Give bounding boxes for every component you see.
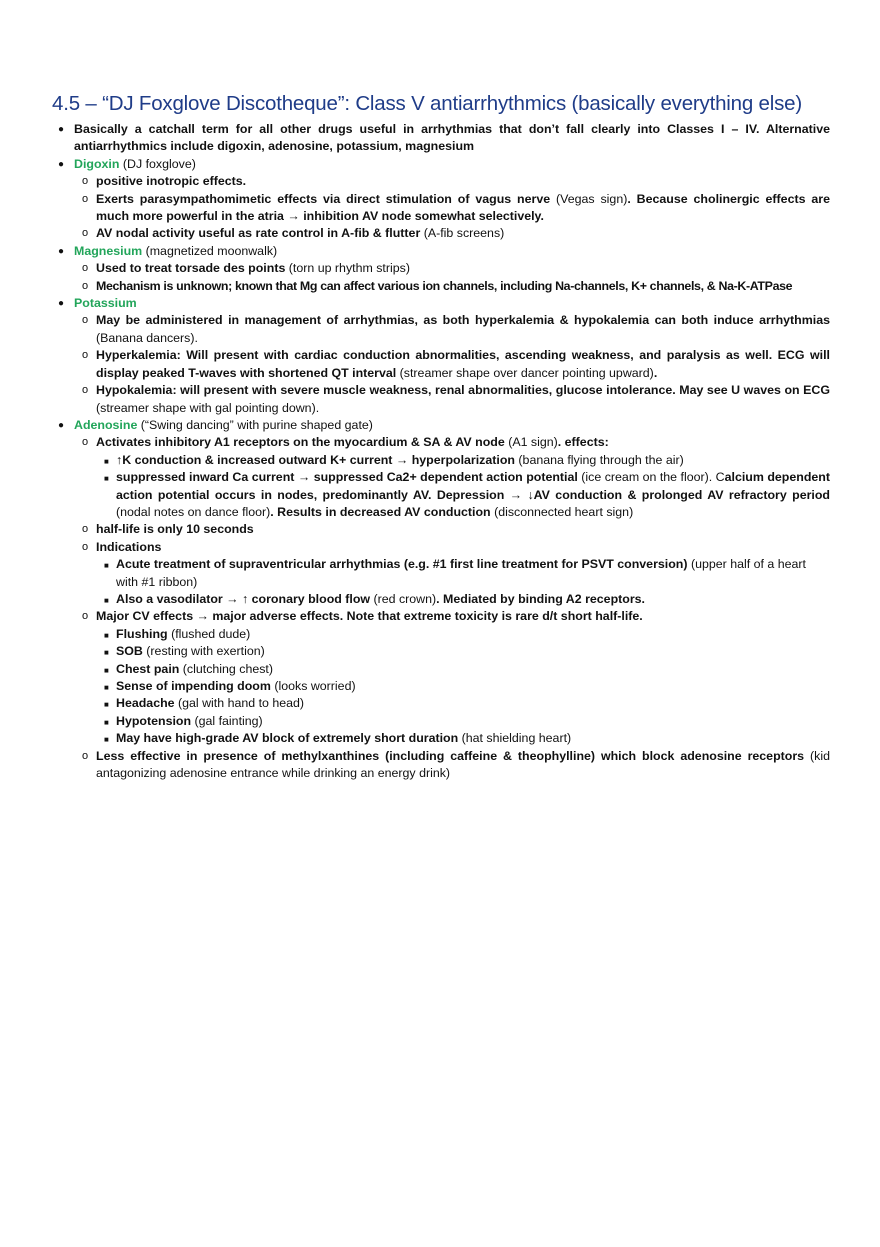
sub-text: Also a vasodilator → ↑ coronary blood flow: [116, 591, 371, 606]
bullet-marker: ●: [58, 124, 65, 135]
bullet-potassium: [58, 295, 830, 312]
sub-sub-bullet: [58, 678, 830, 695]
sub-note: (disconnected heart sign): [490, 504, 634, 519]
sub-note: (clutching chest): [179, 661, 273, 676]
sub-sub-bullet: [58, 469, 830, 521]
sub-text: Hyperkalemia: Will present with cardiac conduction abnormalities, ascending weakness, and paralysis as well. ECG will display peaked T-waves with shortened QT interval: [96, 348, 830, 380]
sub-marker: o: [82, 279, 88, 292]
sub-marker: o: [82, 227, 89, 240]
sub-text: . Because cholinergic effects are much more powerful in the atria → inhibition AV node somewhat selectively.: [96, 191, 830, 224]
bullet-marker: ●: [58, 298, 65, 310]
sub-text: .: [653, 365, 658, 380]
sub-marker: o: [82, 262, 89, 275]
bullet-digoxin: [58, 156, 830, 173]
sub-sub-bullet: [58, 695, 830, 712]
square-marker: ■: [104, 595, 109, 605]
sub-text: Activates inhibitory A1 receptors on the myocardium & SA & AV node: [96, 435, 505, 450]
sub-text: Used to treat torsade des points: [96, 261, 286, 276]
sub-note: (banana flying through the air): [514, 452, 684, 467]
square-marker: ■: [104, 561, 109, 571]
sub-text: Sense of impending doom: [116, 679, 271, 693]
intro-text: Basically a catchall term for all other drugs useful in arrhythmias that don’t fall clearly into Classes I – IV. Alternative antiarrhythmics include digoxin, adenosine, potassium, magnesium: [74, 122, 830, 154]
square-marker: ■: [104, 665, 109, 675]
sub-sub-bullet: [58, 713, 830, 730]
sub-bullet: [58, 191, 830, 226]
sub-note: (upper half of a heart with #1 ribbon): [116, 557, 806, 589]
section-title: 4.5 – “DJ Foxglove Discotheque”: Class V antiarrhythmics (basically everything else): [52, 92, 802, 115]
bullet-marker: ●: [58, 158, 65, 170]
square-marker: ■: [104, 683, 109, 692]
sub-sub-bullet: [58, 591, 830, 608]
bullet-marker: ●: [58, 245, 65, 257]
sub-note: (hat shielding heart): [458, 731, 572, 746]
sub-text: Hypokalemia: will present with severe muscle weakness, renal abnormalities, glucose intolerance. May see U waves on ECG: [96, 383, 830, 398]
sub-text: Less effective in presence of methylxanthines (including caffeine & theophylline) which block adenosine receptors: [96, 748, 805, 763]
sub-bullet: [58, 608, 830, 625]
sub-bullet: [58, 225, 830, 242]
sub-note: (flushed dude): [167, 626, 251, 641]
drug-note: (“Swing dancing” with purine shaped gate): [137, 417, 373, 432]
sub-marker: o: [82, 175, 89, 188]
sub-note: (torn up rhythm strips): [285, 261, 410, 276]
bullet-magnesium: [58, 243, 830, 260]
square-marker: ■: [104, 474, 109, 484]
drug-name-digoxin: Digoxin: [74, 156, 120, 171]
sub-sub-bullet: [58, 730, 830, 747]
sub-text: Flushing: [116, 626, 168, 641]
bullet-adenosine: [58, 417, 830, 434]
sub-text: . Results in decreased AV conduction: [270, 504, 491, 519]
sub-text: Hypotension: [116, 713, 192, 728]
sub-note: (resting with exertion): [142, 644, 265, 659]
notes-body: [58, 121, 830, 782]
sub-bullet: [58, 539, 830, 556]
sub-bullet: [58, 434, 830, 451]
sub-bullet: [58, 382, 830, 417]
sub-marker: o: [82, 192, 89, 205]
drug-name-potassium: Potassium: [74, 296, 137, 311]
sub-note: (nodal notes on dance floor): [116, 504, 271, 519]
sub-sub-bullet: [58, 661, 830, 678]
sub-bullet: [58, 278, 830, 295]
sub-bullet: [58, 312, 830, 347]
sub-marker: o: [82, 314, 89, 327]
sub-text: alcium dependent action potential occurs in nodes, predominantly AV. Depression → ↓AV conduction & prolonged AV refractory period: [116, 470, 830, 502]
sub-text: half-life is only 10 seconds: [96, 522, 254, 537]
sub-note: (streamer shape with gal pointing down).: [96, 400, 320, 415]
sub-text: Headache: [116, 696, 175, 711]
sub-text: positive inotropic effects.: [96, 174, 247, 189]
sub-text: SOB: [116, 644, 143, 659]
sub-bullet: [58, 748, 830, 783]
square-marker: ■: [104, 700, 109, 710]
sub-text: Exerts parasympathomimetic effects via direct stimulation of vagus nerve: [96, 191, 551, 206]
sub-note: (gal with hand to head): [174, 696, 305, 711]
sub-note: (A-fib screens): [420, 226, 505, 241]
sub-marker: o: [82, 523, 89, 536]
drug-name-magnesium: Magnesium: [74, 243, 143, 258]
sub-marker: o: [82, 436, 89, 449]
drug-name-adenosine: Adenosine: [74, 417, 138, 432]
sub-text: suppressed inward Ca current → suppressed Ca2+ dependent action potential: [116, 470, 578, 485]
sub-note: (looks worried): [270, 679, 356, 693]
sub-bullet: [58, 173, 830, 190]
sub-bullet: [58, 521, 830, 538]
sub-note: (ice cream on the floor). C: [577, 470, 725, 485]
sub-marker: o: [82, 349, 89, 362]
sub-sub-bullet: [58, 643, 830, 660]
square-marker: ■: [104, 648, 109, 658]
sub-note: (gal fainting): [191, 713, 263, 728]
sub-text: May have high-grade AV block of extremely short duration: [116, 731, 459, 746]
sub-text: May be administered in management of arrhythmias, as both hyperkalemia & hypokalemia can both induce arrhythmias: [96, 313, 830, 328]
sub-text: . Mediated by binding A2 receptors.: [436, 591, 645, 606]
sub-sub-bullet: [58, 452, 830, 469]
sub-text: . effects:: [557, 435, 609, 450]
sub-text: AV nodal activity useful as rate control in A-fib & flutter: [96, 226, 421, 241]
bullet-marker: ●: [58, 419, 65, 431]
sub-sub-bullet: [58, 626, 830, 643]
sub-text: Acute treatment of supraventricular arrhythmias (e.g. #1 first line treatment for PSVT conversion): [116, 557, 688, 572]
square-marker: ■: [104, 735, 109, 745]
sub-note: (A1 sign): [504, 435, 558, 450]
drug-note: (DJ foxglove): [119, 156, 196, 171]
sub-sub-bullet: [58, 556, 830, 591]
sub-note: (Vegas sign): [550, 191, 628, 206]
sub-bullet: [58, 260, 830, 277]
sub-note: (kid antagonizing adenosine entrance while drinking an energy drink): [96, 748, 830, 781]
sub-text: Mechanism is unknown; known that Mg can affect various ion channels, including Na-channels, K+ channels, & Na-K-ATPase: [96, 278, 793, 293]
sub-marker: o: [82, 749, 89, 762]
bullet-intro: [58, 121, 830, 156]
sub-note: (streamer shape over dancer pointing upward): [396, 365, 654, 380]
sub-text: ↑K conduction & increased outward K+ current → hyperpolarization: [116, 452, 515, 467]
square-marker: ■: [104, 456, 109, 466]
square-marker: ■: [104, 717, 109, 727]
sub-text: Chest pain: [116, 661, 180, 676]
sub-text: Major CV effects → major adverse effects. Note that extreme toxicity is rare d/t short half-life.: [96, 609, 643, 624]
square-marker: ■: [104, 630, 109, 640]
sub-note: (red crown): [370, 591, 437, 606]
drug-note: (magnetized moonwalk): [142, 243, 278, 258]
sub-note: (Banana dancers).: [96, 330, 198, 345]
sub-text: Indications: [96, 539, 162, 554]
sub-marker: o: [82, 610, 89, 623]
sub-marker: o: [82, 384, 89, 397]
sub-marker: o: [82, 540, 89, 553]
sub-bullet: [58, 347, 830, 382]
